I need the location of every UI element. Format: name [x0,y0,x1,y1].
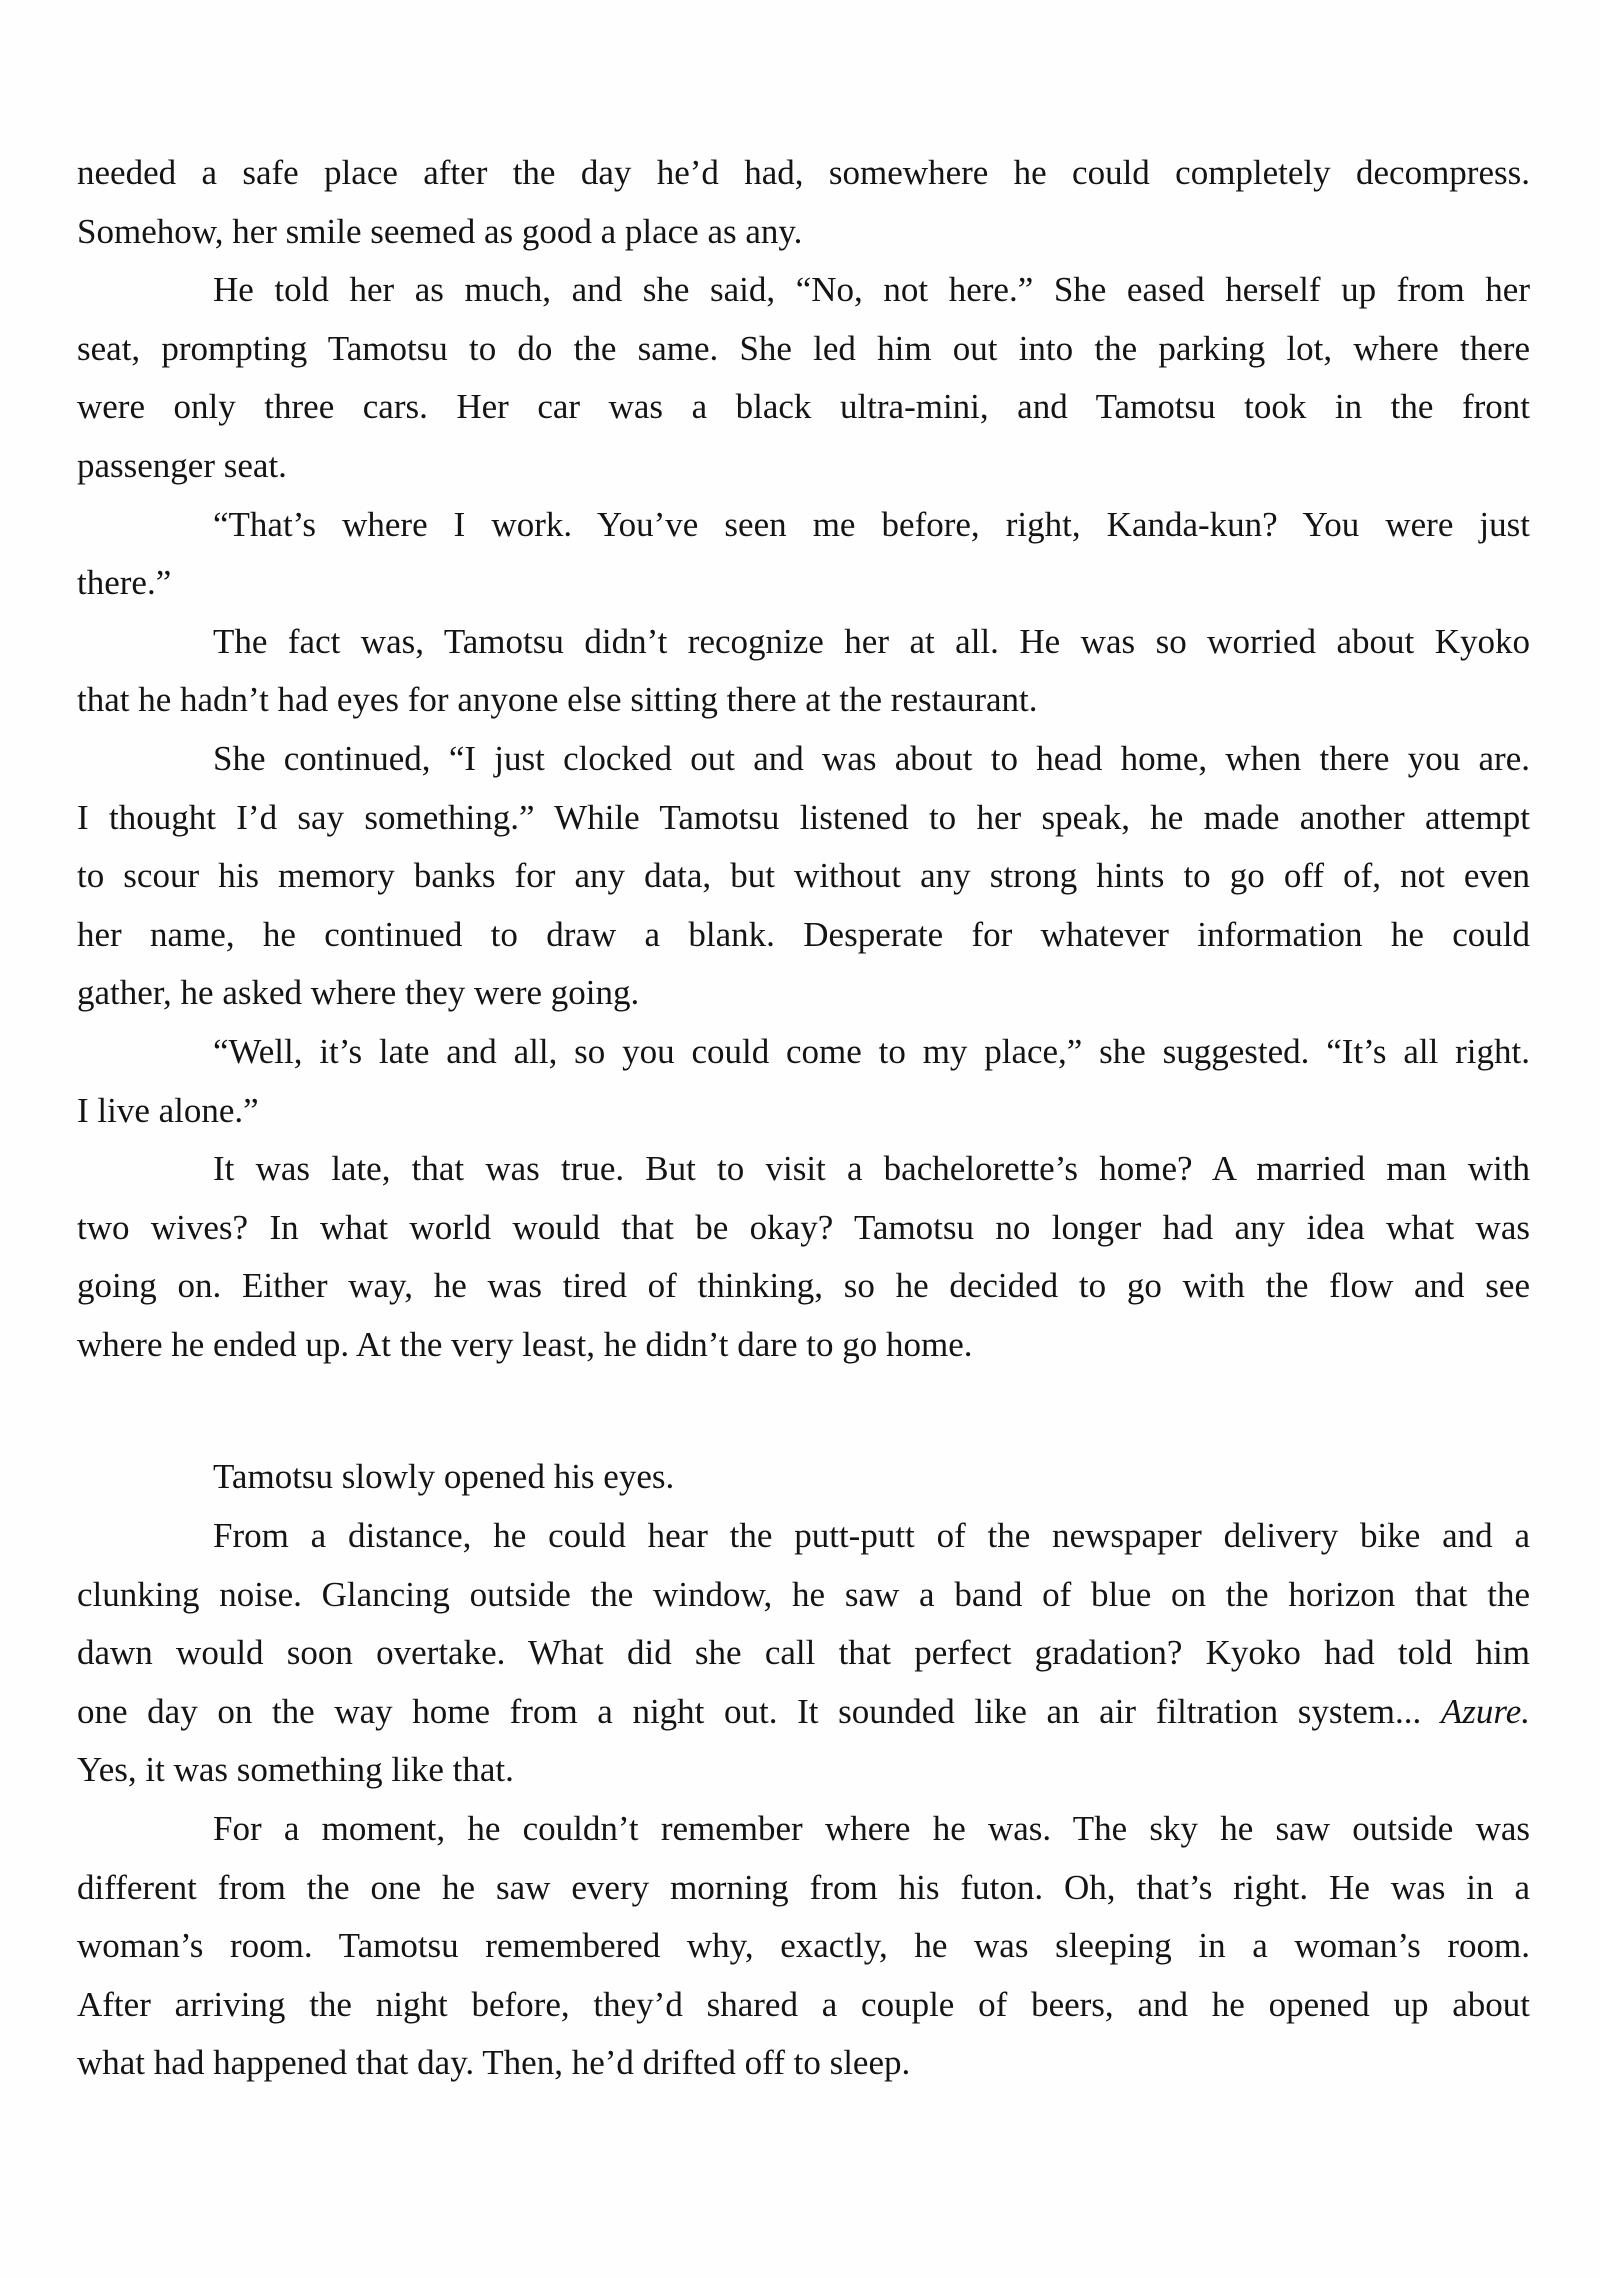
text-line: her name, he continued to draw a blank. Desperate for whatever information he could [77,914,1530,954]
paragraph [77,613,1530,730]
text-line: seat, prompting Tamotsu to do the same. She led him out into the parking lot, where there [77,328,1530,368]
paragraph [77,730,1530,1023]
text-line: there.” [77,563,172,603]
text-line: She continued, “I just clocked out and was about to head home, when there you are. [213,738,1530,778]
text-line: “That’s where I work. You’ve seen me before, right, Kanda-kun? You were just [213,504,1530,544]
text-line: one day on the way home from a night out. It sounded like an air filtration system... Azure. [77,1691,1530,1731]
text-line: what had happened that day. Then, he’d drifted off to sleep. [77,2043,911,2083]
text-line: going on. Either way, he was tired of thinking, so he decided to go with the flow and see [77,1266,1530,1306]
text-line: Tamotsu slowly opened his eyes. [213,1457,675,1497]
scene-break [77,1374,1530,1448]
text-line: passenger seat. [77,445,287,485]
text-line: two wives? In what world would that be okay? Tamotsu no longer had any idea what was [77,1207,1530,1247]
text-line: that he hadn’t had eyes for anyone else sitting there at the restaurant. [77,680,1038,720]
text-line: to scour his memory banks for any data, but without any strong hints to go off of, not even [77,856,1530,896]
text-line: were only three cars. Her car was a black ultra-mini, and Tamotsu took in the front [77,387,1530,427]
text-line: different from the one he saw every morning from his futon. Oh, that’s right. He was in a [77,1867,1530,1907]
text-line: needed a safe place after the day he’d had, somewhere he could completely decompress. [77,153,1530,192]
text-line: I live alone.” [77,1090,259,1130]
text-block [77,144,1530,2093]
paragraph [77,1023,1530,1140]
text-line: Yes, it was something like that. [77,1750,514,1790]
text-line: For a moment, he couldn’t remember where he was. The sky he saw outside was [213,1809,1530,1849]
text-line: gather, he asked where they were going. [77,973,640,1013]
text-line: After arriving the night before, they’d shared a couple of beers, and he opened up about [77,1984,1530,2024]
text-line: From a distance, he could hear the putt-putt of the newspaper delivery bike and a [213,1516,1530,1556]
text-line: The fact was, Tamotsu didn’t recognize her at all. He was so worried about Kyoko [213,621,1530,661]
paragraph [77,1448,1530,1507]
text-line: Somehow, her smile seemed as good a place as any. [77,211,803,251]
paragraph [77,1800,1530,2093]
text-line: It was late, that was true. But to visit a bachelorette’s home? A married man with [213,1149,1530,1189]
text-line: woman’s room. Tamotsu remembered why, exactly, he was sleeping in a woman’s room. [77,1926,1530,1966]
paragraph [77,144,1530,261]
paragraph [77,1507,1530,1800]
paragraph [77,261,1530,495]
text-line: clunking noise. Glancing outside the window, he saw a band of blue on the horizon that the [77,1574,1530,1614]
text-line: dawn would soon overtake. What did she call that perfect gradation? Kyoko had told him [77,1633,1530,1673]
text-line: where he ended up. At the very least, he didn’t dare to go home. [77,1324,973,1364]
text-line: I thought I’d say something.” While Tamotsu listened to her speak, he made another attempt [77,797,1530,837]
italic-text: Azure. [1440,1691,1530,1731]
text-line: He told her as much, and she said, “No, not here.” She eased herself up from her [213,270,1530,310]
paragraph [77,496,1530,613]
text-line: “Well, it’s late and all, so you could come to my place,” she suggested. “It’s all right. [213,1031,1530,1071]
paragraph [77,1140,1530,1374]
